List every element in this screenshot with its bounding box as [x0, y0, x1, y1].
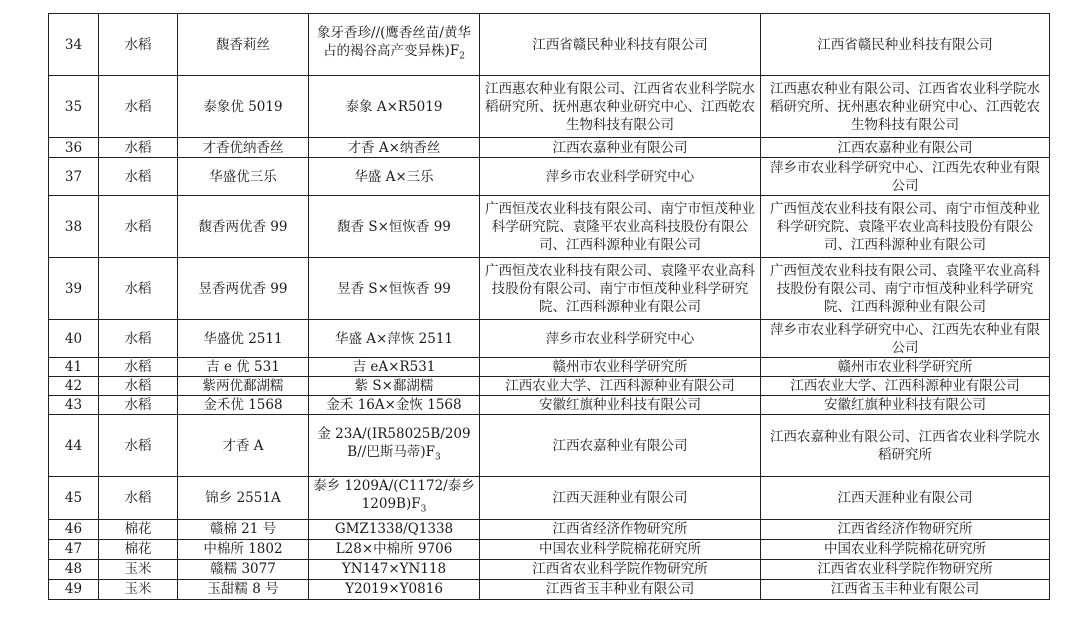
table-row	[49, 358, 1050, 377]
cell-no	[49, 519, 99, 539]
cell-variety	[178, 377, 309, 396]
cell-variety	[178, 559, 309, 579]
applicant-text: 江西省经济作物研究所	[552, 521, 688, 538]
cell-breeder	[761, 158, 1050, 196]
cell-no	[49, 158, 99, 196]
cell-parentage	[309, 358, 480, 377]
cell-parentage	[309, 138, 480, 158]
crop-text: 玉米	[124, 581, 152, 598]
parentage-text: 泰象 A×R5019	[345, 98, 443, 115]
cell-breeder	[761, 539, 1050, 559]
cell-parentage	[309, 14, 480, 76]
no-text: 45	[64, 489, 83, 506]
breeder-text: 广西恒茂农业科技有限公司、袁隆平农业高科技股份有限公司、南宁市恒茂种业科学研究院、江西科源种业有限公司	[770, 262, 1040, 315]
cell-no	[49, 377, 99, 396]
cell-applicant	[480, 396, 761, 415]
cell-no	[49, 579, 99, 599]
variety-text: 才香 A	[222, 437, 264, 454]
cell-applicant	[480, 579, 761, 599]
document-page	[48, 13, 1050, 600]
breeder-text: 江西省经济作物研究所	[837, 521, 973, 538]
crop-text: 水稻	[124, 378, 152, 394]
variety-text: 吉 e 优 531	[206, 359, 280, 375]
table-row	[49, 539, 1050, 559]
cell-variety	[178, 14, 309, 76]
breeder-text: 江西省农业科学院作物研究所	[817, 561, 993, 578]
cell-applicant	[480, 258, 761, 320]
table-row	[49, 579, 1050, 599]
breeder-text: 安徽红旗种业科技有限公司	[824, 397, 986, 413]
cell-crop	[99, 539, 178, 559]
cell-no	[49, 396, 99, 415]
applicant-text: 江西农嘉种业有限公司	[552, 139, 688, 156]
applicant-text: 江西省玉丰种业有限公司	[545, 581, 695, 598]
cell-parentage	[309, 320, 480, 358]
table-row	[49, 396, 1050, 415]
cell-crop	[99, 415, 178, 477]
table-row	[49, 415, 1050, 477]
no-text: 44	[64, 437, 83, 454]
cell-applicant	[480, 14, 761, 76]
table-row	[49, 76, 1050, 138]
parentage-text: Y2019×Y0816	[345, 581, 443, 598]
cell-no	[49, 539, 99, 559]
parentage-text: 象牙香珍//(鹰香丝苗/黄华占的褐谷高产变异株)F	[317, 24, 471, 59]
applicant-text: 江西省农业科学院作物研究所	[532, 561, 708, 578]
applicant-text: 江西农嘉种业有限公司	[552, 437, 688, 454]
crop-text: 水稻	[124, 437, 152, 454]
cell-variety	[178, 477, 309, 520]
breeder-text: 江西农嘉种业有限公司、江西省农业科学院水稻研究所	[770, 428, 1040, 463]
no-text: 40	[64, 330, 83, 347]
applicant-text: 广西恒茂农业科技有限公司、南宁市恒茂种业科学研究院、袁隆平农业高科技股份有限公司、江西科源种业有限公司	[485, 200, 755, 253]
parentage-text: 华盛 A×萍恢 2511	[335, 330, 453, 347]
variety-text: 紫两优鄱湖糯	[202, 378, 284, 394]
no-text: 41	[64, 359, 83, 375]
cell-variety	[178, 258, 309, 320]
no-text: 36	[64, 139, 83, 156]
table-row	[49, 138, 1050, 158]
cell-breeder	[761, 14, 1050, 76]
applicant-text: 萍乡市农业科学研究中心	[545, 168, 695, 185]
parentage-text: 紫 S×鄱湖糯	[354, 378, 434, 394]
table-row	[49, 14, 1050, 76]
cell-applicant	[480, 196, 761, 258]
applicant-text: 广西恒茂农业科技有限公司、袁隆平农业高科技股份有限公司、南宁市恒茂种业科学研究院、江西科源种业有限公司	[485, 262, 755, 315]
cell-breeder	[761, 196, 1050, 258]
table-row	[49, 320, 1050, 358]
crop-text: 棉花	[124, 521, 152, 538]
crop-text: 玉米	[124, 561, 152, 578]
cell-crop	[99, 320, 178, 358]
breeder-text: 赣州市农业科学研究所	[837, 359, 973, 375]
cell-variety	[178, 579, 309, 599]
no-text: 42	[64, 378, 83, 394]
table-row	[49, 377, 1050, 396]
crop-text: 水稻	[124, 218, 152, 235]
parentage-subscript: 3	[434, 452, 441, 463]
variety-text: 馥香莉丝	[216, 36, 270, 53]
breeder-text: 江西农嘉种业有限公司	[837, 139, 973, 156]
variety-table	[48, 13, 1050, 600]
applicant-text: 江西天涯种业有限公司	[552, 489, 688, 506]
cell-variety	[178, 539, 309, 559]
parentage-subscript: 3	[420, 504, 427, 515]
table-row	[49, 519, 1050, 539]
cell-parentage	[309, 396, 480, 415]
parentage-text: YN147×YN118	[341, 561, 447, 578]
cell-variety	[178, 320, 309, 358]
parentage-text: 馥香 S×恒恢香 99	[337, 218, 451, 235]
cell-parentage	[309, 377, 480, 396]
cell-crop	[99, 358, 178, 377]
cell-no	[49, 76, 99, 138]
cell-crop	[99, 519, 178, 539]
parentage-text: 华盛 A×三乐	[354, 168, 434, 185]
crop-text: 水稻	[124, 489, 152, 506]
cell-crop	[99, 158, 178, 196]
applicant-text: 萍乡市农业科学研究中心	[545, 330, 695, 347]
cell-no	[49, 559, 99, 579]
cell-parentage	[309, 415, 480, 477]
variety-text: 锦乡 2551A	[205, 489, 281, 506]
variety-text: 才香优纳香丝	[202, 139, 284, 156]
breeder-text: 萍乡市农业科学研究中心、江西先农种业有限公司	[770, 321, 1040, 356]
table-body	[49, 14, 1050, 600]
breeder-text: 广西恒茂农业科技有限公司、南宁市恒茂种业科学研究院、袁隆平农业高科技股份有限公司、江西科源种业有限公司	[770, 200, 1040, 253]
cell-applicant	[480, 320, 761, 358]
cell-no	[49, 138, 99, 158]
variety-text: 昱香两优香 99	[198, 280, 288, 297]
table-row	[49, 196, 1050, 258]
applicant-text: 赣州市农业科学研究所	[552, 359, 688, 375]
parentage-text: L28×中棉所 9706	[335, 541, 453, 558]
cell-no	[49, 358, 99, 377]
parentage-text: 才香 A×纳香丝	[347, 139, 441, 156]
no-text: 48	[64, 561, 83, 578]
cell-parentage	[309, 477, 480, 520]
breeder-text: 江西省玉丰种业有限公司	[830, 581, 980, 598]
variety-text: 华盛优三乐	[209, 168, 277, 185]
no-text: 39	[64, 280, 83, 297]
breeder-text: 江西农业大学、江西科源种业有限公司	[790, 378, 1020, 394]
variety-text: 赣棉 21 号	[209, 521, 277, 538]
cell-parentage	[309, 559, 480, 579]
parentage-subscript: 2	[459, 51, 465, 62]
cell-breeder	[761, 258, 1050, 320]
cell-applicant	[480, 415, 761, 477]
crop-text: 水稻	[124, 330, 152, 347]
cell-crop	[99, 138, 178, 158]
crop-text: 棉花	[124, 541, 152, 558]
applicant-text: 江西农业大学、江西科源种业有限公司	[505, 378, 735, 394]
cell-applicant	[480, 76, 761, 138]
no-text: 37	[64, 168, 83, 185]
cell-variety	[178, 158, 309, 196]
cell-parentage	[309, 519, 480, 539]
cell-breeder	[761, 138, 1050, 158]
cell-parentage	[309, 76, 480, 138]
cell-crop	[99, 396, 178, 415]
cell-parentage	[309, 258, 480, 320]
table-row	[49, 477, 1050, 520]
cell-variety	[178, 76, 309, 138]
cell-applicant	[480, 477, 761, 520]
cell-applicant	[480, 559, 761, 579]
applicant-text: 中国农业科学院棉花研究所	[539, 541, 701, 558]
parentage-text: GMZ1338/Q1338	[334, 521, 454, 538]
crop-text: 水稻	[124, 36, 152, 53]
cell-variety	[178, 396, 309, 415]
parentage-text: 泰乡 1209A/(C1172/泰乡 1209B)F	[313, 478, 475, 512]
cell-crop	[99, 258, 178, 320]
cell-crop	[99, 196, 178, 258]
variety-text: 馥香两优香 99	[198, 218, 288, 235]
cell-no	[49, 320, 99, 358]
cell-variety	[178, 358, 309, 377]
parentage-text: 昱香 S×恒恢香 99	[337, 280, 451, 297]
no-text: 38	[64, 218, 83, 235]
cell-parentage	[309, 158, 480, 196]
cell-breeder	[761, 559, 1050, 579]
no-text: 49	[64, 581, 83, 598]
cell-crop	[99, 377, 178, 396]
cell-applicant	[480, 158, 761, 196]
breeder-text: 中国农业科学院棉花研究所	[824, 541, 986, 558]
cell-breeder	[761, 477, 1050, 520]
breeder-text: 萍乡市农业科学研究中心、江西先农种业有限公司	[770, 159, 1040, 194]
variety-text: 玉甜糯 8 号	[207, 581, 279, 598]
cell-breeder	[761, 76, 1050, 138]
cell-breeder	[761, 358, 1050, 377]
crop-text: 水稻	[124, 139, 152, 156]
cell-applicant	[480, 377, 761, 396]
cell-no	[49, 415, 99, 477]
no-text: 34	[64, 36, 83, 53]
cell-breeder	[761, 396, 1050, 415]
table-row	[49, 559, 1050, 579]
parentage-text: 金 23A/(IR58025B/209B//巴斯马蒂)F	[317, 425, 471, 460]
cell-breeder	[761, 377, 1050, 396]
table-row	[49, 258, 1050, 320]
parentage-text: 吉 eA×R531	[352, 359, 436, 375]
crop-text: 水稻	[124, 280, 152, 297]
cell-applicant	[480, 539, 761, 559]
cell-no	[49, 14, 99, 76]
no-text: 46	[64, 521, 83, 538]
cell-no	[49, 196, 99, 258]
cell-breeder	[761, 519, 1050, 539]
cell-crop	[99, 559, 178, 579]
variety-text: 中棉所 1802	[203, 541, 283, 558]
variety-text: 华盛优 2511	[203, 330, 283, 347]
cell-applicant	[480, 519, 761, 539]
cell-variety	[178, 415, 309, 477]
cell-parentage	[309, 539, 480, 559]
applicant-text: 江西省赣民种业科技有限公司	[532, 36, 708, 53]
cell-crop	[99, 579, 178, 599]
crop-text: 水稻	[124, 98, 152, 115]
cell-breeder	[761, 415, 1050, 477]
cell-crop	[99, 76, 178, 138]
cell-parentage	[309, 196, 480, 258]
no-text: 43	[64, 397, 83, 413]
applicant-text: 江西惠农种业有限公司、江西省农业科学院水稻研究所、抚州惠农种业研究中心、江西乾农生物科技有限公司	[485, 80, 755, 133]
no-text: 35	[64, 98, 83, 115]
cell-no	[49, 258, 99, 320]
crop-text: 水稻	[124, 397, 152, 413]
cell-breeder	[761, 320, 1050, 358]
breeder-text: 江西天涯种业有限公司	[837, 489, 973, 506]
variety-text: 泰象优 5019	[203, 98, 283, 115]
cell-parentage	[309, 579, 480, 599]
cell-no	[49, 477, 99, 520]
table-row	[49, 158, 1050, 196]
cell-variety	[178, 138, 309, 158]
cell-crop	[99, 14, 178, 76]
cell-variety	[178, 196, 309, 258]
variety-text: 赣糯 3077	[210, 561, 276, 578]
variety-text: 金禾优 1568	[203, 397, 283, 413]
applicant-text: 安徽红旗种业科技有限公司	[539, 397, 701, 413]
cell-variety	[178, 519, 309, 539]
cell-crop	[99, 477, 178, 520]
cell-applicant	[480, 358, 761, 377]
crop-text: 水稻	[124, 168, 152, 185]
breeder-text: 江西省赣民种业科技有限公司	[817, 36, 993, 53]
parentage-text: 金禾 16A×金恢 1568	[326, 397, 462, 413]
no-text: 47	[64, 541, 83, 558]
breeder-text: 江西惠农种业有限公司、江西省农业科学院水稻研究所、抚州惠农种业研究中心、江西乾农生物科技有限公司	[770, 80, 1040, 133]
cell-breeder	[761, 579, 1050, 599]
crop-text: 水稻	[124, 359, 152, 375]
cell-applicant	[480, 138, 761, 158]
